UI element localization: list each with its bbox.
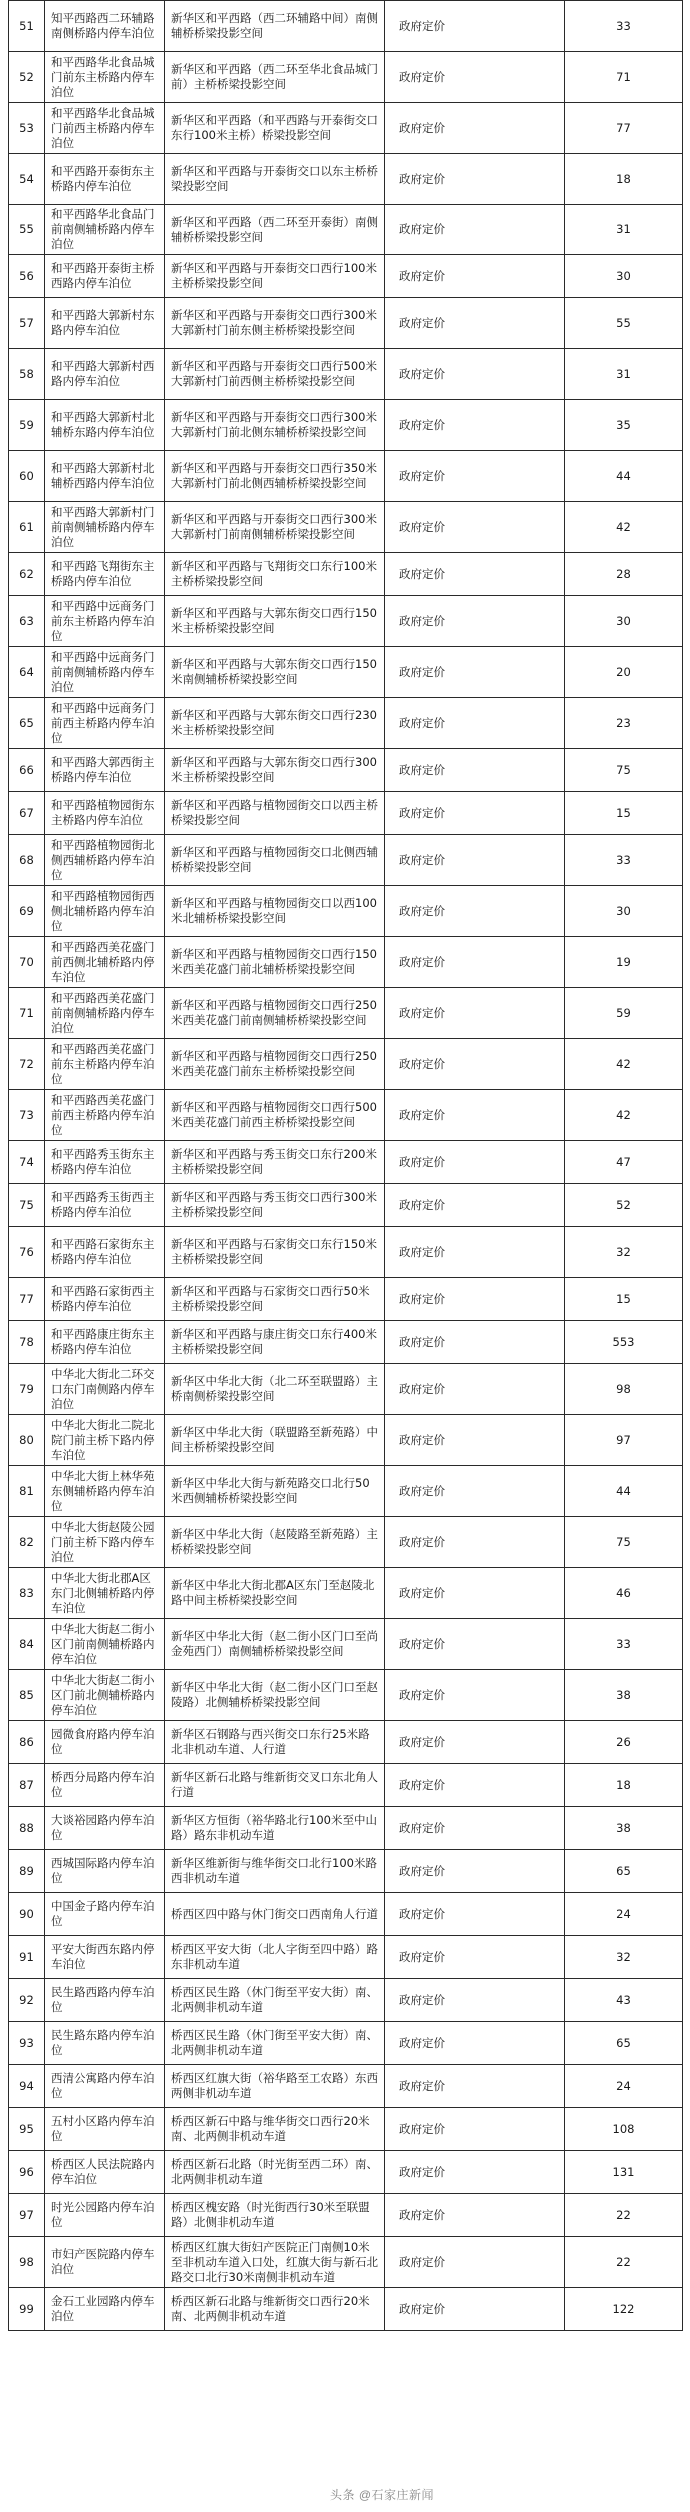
pricing-method-cell: 政府定价: [385, 1807, 565, 1850]
road-segment-cell: 和平西路西美花盛门前东主桥路内停车泊位: [45, 1039, 165, 1090]
row-number-cell: 92: [9, 1979, 45, 2022]
table-row: [9, 1764, 683, 1807]
row-number-cell: 89: [9, 1850, 45, 1893]
location-cell: 新华区和平西路与开泰街交口西行300米大郭新村门前东侧主桥桥梁投影空间: [165, 298, 385, 349]
road-segment-cell: 中华北大街上林华苑东侧辅桥路内停车泊位: [45, 1466, 165, 1517]
road-segment-cell: 和平西路大郭新村北辅桥西路内停车泊位: [45, 451, 165, 502]
road-segment-cell: 大谈裕园路内停车泊位: [45, 1807, 165, 1850]
location-cell: 新华区方恒街（裕华路北行100米至中山路）路东非机动车道: [165, 1807, 385, 1850]
pricing-method-cell: 政府定价: [385, 1936, 565, 1979]
pricing-method-cell: 政府定价: [385, 1466, 565, 1517]
table-row: [9, 1979, 683, 2022]
table-row: [9, 1517, 683, 1568]
pricing-method-cell: 政府定价: [385, 349, 565, 400]
spaces-count-cell: 553: [565, 1321, 683, 1364]
table-row: [9, 647, 683, 698]
table-row: [9, 400, 683, 451]
pricing-method-cell: 政府定价: [385, 792, 565, 835]
table-row: [9, 2108, 683, 2151]
location-cell: 新华区和平西路与康庄街交口东行400米主桥桥梁投影空间: [165, 1321, 385, 1364]
table-row: [9, 349, 683, 400]
road-segment-cell: 平安大街西东路内停车泊位: [45, 1936, 165, 1979]
spaces-count-cell: 44: [565, 451, 683, 502]
table-row: [9, 502, 683, 553]
road-segment-cell: 和平西路中远商务门前南侧辅桥路内停车泊位: [45, 647, 165, 698]
spaces-count-cell: 97: [565, 1415, 683, 1466]
road-segment-cell: 和平西路大郭新村北辅桥东路内停车泊位: [45, 400, 165, 451]
table-row: [9, 1670, 683, 1721]
location-cell: 新华区和平西路与植物园街交口北侧西辅桥桥梁投影空间: [165, 835, 385, 886]
row-number-cell: 62: [9, 553, 45, 596]
table-row: [9, 792, 683, 835]
pricing-method-cell: 政府定价: [385, 1893, 565, 1936]
location-cell: 新华区和平西路与石家街交口东行150米主桥桥梁投影空间: [165, 1227, 385, 1278]
location-cell: 新华区和平西路与开泰街交口西行100米主桥桥梁投影空间: [165, 255, 385, 298]
road-segment-cell: 民生路西路内停车泊位: [45, 1979, 165, 2022]
row-number-cell: 59: [9, 400, 45, 451]
pricing-method-cell: 政府定价: [385, 1979, 565, 2022]
pricing-method-cell: 政府定价: [385, 886, 565, 937]
table-row: [9, 553, 683, 596]
row-number-cell: 67: [9, 792, 45, 835]
pricing-method-cell: 政府定价: [385, 2237, 565, 2288]
table-row: [9, 2194, 683, 2237]
road-segment-cell: 和平西路中远商务门前东主桥路内停车泊位: [45, 596, 165, 647]
road-segment-cell: 和平西路西美花盛门前西侧北辅桥路内停车泊位: [45, 937, 165, 988]
table-row: [9, 1141, 683, 1184]
row-number-cell: 66: [9, 749, 45, 792]
location-cell: 新华区和平西路与植物园街交口以西主桥桥梁投影空间: [165, 792, 385, 835]
spaces-count-cell: 75: [565, 1517, 683, 1568]
row-number-cell: 64: [9, 647, 45, 698]
spaces-count-cell: 38: [565, 1807, 683, 1850]
row-number-cell: 98: [9, 2237, 45, 2288]
pricing-method-cell: 政府定价: [385, 2065, 565, 2108]
row-number-cell: 60: [9, 451, 45, 502]
pricing-method-cell: 政府定价: [385, 2108, 565, 2151]
table-row: [9, 2288, 683, 2331]
location-cell: 新华区中华北大街（北二环至联盟路）主桥南侧桥梁投影空间: [165, 1364, 385, 1415]
spaces-count-cell: 59: [565, 988, 683, 1039]
location-cell: 新华区和平西路与开泰街交口西行350米大郭新村门前北侧西辅桥桥梁投影空间: [165, 451, 385, 502]
pricing-method-cell: 政府定价: [385, 52, 565, 103]
location-cell: 桥西区红旗大街妇产医院正门南侧10米至非机动车道入口处，红旗大街与新石北路交口北行30米南侧非机动车道: [165, 2237, 385, 2288]
row-number-cell: 91: [9, 1936, 45, 1979]
road-segment-cell: 中华北大街北二环交口东门南侧路内停车泊位: [45, 1364, 165, 1415]
location-cell: 新华区新石北路与维新街交叉口东北角人行道: [165, 1764, 385, 1807]
road-segment-cell: 和平西路大郭西街主桥路内停车泊位: [45, 749, 165, 792]
location-cell: 新华区和平西路与大郭东街交口西行230米主桥桥梁投影空间: [165, 698, 385, 749]
pricing-method-cell: 政府定价: [385, 2151, 565, 2194]
table-row: [9, 2151, 683, 2194]
row-number-cell: 84: [9, 1619, 45, 1670]
table-row: [9, 2065, 683, 2108]
road-segment-cell: 和平西路华北食品城门前东主桥路内停车泊位: [45, 52, 165, 103]
road-segment-cell: 中华北大街北郡A区东门北侧辅桥路内停车泊位: [45, 1568, 165, 1619]
pricing-method-cell: 政府定价: [385, 1184, 565, 1227]
table-row: [9, 1090, 683, 1141]
location-cell: 新华区中华北大街（赵二街小区门口至赵陵路）北侧辅桥桥梁投影空间: [165, 1670, 385, 1721]
row-number-cell: 90: [9, 1893, 45, 1936]
table-row: [9, 886, 683, 937]
location-cell: 新华区和平西路与开泰街交口西行500米大郭新村门前西侧主桥桥梁投影空间: [165, 349, 385, 400]
table-row: [9, 1807, 683, 1850]
pricing-method-cell: 政府定价: [385, 698, 565, 749]
spaces-count-cell: 47: [565, 1141, 683, 1184]
row-number-cell: 55: [9, 205, 45, 255]
road-segment-cell: 中国金子路内停车泊位: [45, 1893, 165, 1936]
pricing-method-cell: 政府定价: [385, 835, 565, 886]
road-segment-cell: 和平西路华北食品城门前西主桥路内停车泊位: [45, 103, 165, 154]
location-cell: 新华区中华北大街（联盟路至新苑路）中间主桥桥梁投影空间: [165, 1415, 385, 1466]
spaces-count-cell: 38: [565, 1670, 683, 1721]
location-cell: 桥西区新石中路与维华街交口西行20米南、北两侧非机动车道: [165, 2108, 385, 2151]
table-row: [9, 1466, 683, 1517]
spaces-count-cell: 108: [565, 2108, 683, 2151]
road-segment-cell: 和平西路康庄街东主桥路内停车泊位: [45, 1321, 165, 1364]
table-row: [9, 937, 683, 988]
road-segment-cell: 五村小区路内停车泊位: [45, 2108, 165, 2151]
row-number-cell: 99: [9, 2288, 45, 2331]
row-number-cell: 94: [9, 2065, 45, 2108]
row-number-cell: 56: [9, 255, 45, 298]
road-segment-cell: 和平西路开泰街东主桥路内停车泊位: [45, 154, 165, 205]
row-number-cell: 72: [9, 1039, 45, 1090]
table-row: [9, 1568, 683, 1619]
location-cell: 新华区和平西路与开泰街交口西行300米大郭新村门前南侧辅桥桥梁投影空间: [165, 502, 385, 553]
row-number-cell: 95: [9, 2108, 45, 2151]
row-number-cell: 88: [9, 1807, 45, 1850]
pricing-method-cell: 政府定价: [385, 749, 565, 792]
location-cell: 新华区和平西路（西二环辅路中间）南侧辅桥桥梁投影空间: [165, 1, 385, 52]
table-row: [9, 1184, 683, 1227]
location-cell: 新华区和平西路（和平西路与开泰街交口东行100米主桥）桥梁投影空间: [165, 103, 385, 154]
row-number-cell: 53: [9, 103, 45, 154]
table-row: [9, 52, 683, 103]
row-number-cell: 86: [9, 1721, 45, 1764]
pricing-method-cell: 政府定价: [385, 1090, 565, 1141]
pricing-method-cell: 政府定价: [385, 154, 565, 205]
table-body: [9, 1, 683, 2331]
road-segment-cell: 时光公园路内停车泊位: [45, 2194, 165, 2237]
location-cell: 桥西区红旗大街（裕华路至工农路）东西两侧非机动车道: [165, 2065, 385, 2108]
road-segment-cell: 和平西路植物园街西侧北辅桥路内停车泊位: [45, 886, 165, 937]
spaces-count-cell: 23: [565, 698, 683, 749]
row-number-cell: 70: [9, 937, 45, 988]
pricing-method-cell: 政府定价: [385, 647, 565, 698]
road-segment-cell: 中华北大街赵二街小区门前北侧辅桥路内停车泊位: [45, 1670, 165, 1721]
row-number-cell: 54: [9, 154, 45, 205]
spaces-count-cell: 55: [565, 298, 683, 349]
pricing-method-cell: 政府定价: [385, 2022, 565, 2065]
road-segment-cell: 中华北大街北二院北院门前主桥下路内停车泊位: [45, 1415, 165, 1466]
pricing-method-cell: 政府定价: [385, 451, 565, 502]
table-row: [9, 103, 683, 154]
location-cell: 新华区和平西路与大郭东街交口西行150米南侧辅桥桥梁投影空间: [165, 647, 385, 698]
pricing-method-cell: 政府定价: [385, 255, 565, 298]
road-segment-cell: 和平西路西美花盛门前南侧辅桥路内停车泊位: [45, 988, 165, 1039]
spaces-count-cell: 52: [565, 1184, 683, 1227]
location-cell: 新华区维新街与维华街交口北行100米路西非机动车道: [165, 1850, 385, 1893]
row-number-cell: 82: [9, 1517, 45, 1568]
row-number-cell: 51: [9, 1, 45, 52]
pricing-method-cell: 政府定价: [385, 502, 565, 553]
road-segment-cell: 民生路东路内停车泊位: [45, 2022, 165, 2065]
row-number-cell: 76: [9, 1227, 45, 1278]
table-row: [9, 1364, 683, 1415]
spaces-count-cell: 65: [565, 2022, 683, 2065]
spaces-count-cell: 98: [565, 1364, 683, 1415]
spaces-count-cell: 32: [565, 1936, 683, 1979]
table-row: [9, 1721, 683, 1764]
table-row: [9, 154, 683, 205]
spaces-count-cell: 71: [565, 52, 683, 103]
road-segment-cell: 和平西路石家街西主桥路内停车泊位: [45, 1278, 165, 1321]
row-number-cell: 69: [9, 886, 45, 937]
road-segment-cell: 园微食府路内停车泊位: [45, 1721, 165, 1764]
pricing-method-cell: 政府定价: [385, 1670, 565, 1721]
spaces-count-cell: 42: [565, 1039, 683, 1090]
pricing-method-cell: 政府定价: [385, 1039, 565, 1090]
table-row: [9, 835, 683, 886]
spaces-count-cell: 32: [565, 1227, 683, 1278]
spaces-count-cell: 42: [565, 1090, 683, 1141]
road-segment-cell: 知平西路西二环辅路南侧桥路内停车泊位: [45, 1, 165, 52]
pricing-method-cell: 政府定价: [385, 1227, 565, 1278]
spaces-count-cell: 22: [565, 2237, 683, 2288]
spaces-count-cell: 26: [565, 1721, 683, 1764]
row-number-cell: 81: [9, 1466, 45, 1517]
spaces-count-cell: 19: [565, 937, 683, 988]
location-cell: 新华区和平西路（西二环至华北食品城门前）主桥桥梁投影空间: [165, 52, 385, 103]
spaces-count-cell: 122: [565, 2288, 683, 2331]
spaces-count-cell: 22: [565, 2194, 683, 2237]
row-number-cell: 57: [9, 298, 45, 349]
road-segment-cell: 和平西路大郭新村西路内停车泊位: [45, 349, 165, 400]
location-cell: 桥西区新石北路（时光街至西二环）南、北两侧非机动车道: [165, 2151, 385, 2194]
row-number-cell: 85: [9, 1670, 45, 1721]
row-number-cell: 96: [9, 2151, 45, 2194]
table-row: [9, 1619, 683, 1670]
spaces-count-cell: 46: [565, 1568, 683, 1619]
location-cell: 新华区和平西路与秀玉街交口东行200米主桥桥梁投影空间: [165, 1141, 385, 1184]
road-segment-cell: 和平西路大郭新村东路内停车泊位: [45, 298, 165, 349]
table-row: [9, 1893, 683, 1936]
pricing-method-cell: 政府定价: [385, 2194, 565, 2237]
road-segment-cell: 和平西路秀玉街西主桥路内停车泊位: [45, 1184, 165, 1227]
row-number-cell: 58: [9, 349, 45, 400]
location-cell: 新华区和平西路与植物园街交口以西100米北辅桥桥梁投影空间: [165, 886, 385, 937]
road-segment-cell: 西清公寓路内停车泊位: [45, 2065, 165, 2108]
location-cell: 新华区石钢路与西兴街交口东行25米路北非机动车道、人行道: [165, 1721, 385, 1764]
row-number-cell: 87: [9, 1764, 45, 1807]
table-row: [9, 1039, 683, 1090]
pricing-method-cell: 政府定价: [385, 103, 565, 154]
table-row: [9, 596, 683, 647]
location-cell: 桥西区四中路与休门街交口西南角人行道: [165, 1893, 385, 1936]
pricing-method-cell: 政府定价: [385, 298, 565, 349]
spaces-count-cell: 44: [565, 1466, 683, 1517]
row-number-cell: 61: [9, 502, 45, 553]
table-row: [9, 1415, 683, 1466]
pricing-method-cell: 政府定价: [385, 988, 565, 1039]
spaces-count-cell: 77: [565, 103, 683, 154]
spaces-count-cell: 31: [565, 349, 683, 400]
pricing-method-cell: 政府定价: [385, 400, 565, 451]
location-cell: 新华区和平西路与植物园街交口西行250米西美花盛门前南侧辅桥桥梁投影空间: [165, 988, 385, 1039]
location-cell: 新华区和平西路与植物园街交口西行500米西美花盛门前西主桥桥梁投影空间: [165, 1090, 385, 1141]
table-row: [9, 451, 683, 502]
pricing-method-cell: 政府定价: [385, 205, 565, 255]
spaces-count-cell: 15: [565, 1278, 683, 1321]
row-number-cell: 74: [9, 1141, 45, 1184]
road-segment-cell: 和平西路石家街东主桥路内停车泊位: [45, 1227, 165, 1278]
row-number-cell: 65: [9, 698, 45, 749]
spaces-count-cell: 30: [565, 255, 683, 298]
spaces-count-cell: 33: [565, 1619, 683, 1670]
row-number-cell: 52: [9, 52, 45, 103]
spaces-count-cell: 131: [565, 2151, 683, 2194]
pricing-method-cell: 政府定价: [385, 1321, 565, 1364]
location-cell: 新华区和平西路与植物园街交口西行250米西美花盛门前东主桥桥梁投影空间: [165, 1039, 385, 1090]
location-cell: 新华区和平西路与开泰街交口西行300米大郭新村门前北侧东辅桥桥梁投影空间: [165, 400, 385, 451]
table-row: [9, 1278, 683, 1321]
table-row: [9, 1850, 683, 1893]
location-cell: 桥西区民生路（休门街至平安大街）南、北两侧非机动车道: [165, 2022, 385, 2065]
table-row: [9, 2022, 683, 2065]
spaces-count-cell: 33: [565, 1, 683, 52]
pricing-method-cell: 政府定价: [385, 937, 565, 988]
table-row: [9, 1, 683, 52]
row-number-cell: 77: [9, 1278, 45, 1321]
pricing-method-cell: 政府定价: [385, 596, 565, 647]
table-row: [9, 205, 683, 255]
row-number-cell: 79: [9, 1364, 45, 1415]
pricing-method-cell: 政府定价: [385, 1568, 565, 1619]
road-segment-cell: 中华北大街赵二街小区门前南侧辅桥路内停车泊位: [45, 1619, 165, 1670]
road-segment-cell: 和平西路华北食品门前南侧辅桥路内停车泊位: [45, 205, 165, 255]
row-number-cell: 97: [9, 2194, 45, 2237]
spaces-count-cell: 24: [565, 1893, 683, 1936]
road-segment-cell: 市妇产医院路内停车泊位: [45, 2237, 165, 2288]
pricing-method-cell: 政府定价: [385, 1, 565, 52]
location-cell: 桥西区平安大街（北人字街至四中路）路东非机动车道: [165, 1936, 385, 1979]
pricing-method-cell: 政府定价: [385, 1517, 565, 1568]
location-cell: 新华区中华北大街（赵二街小区门口至尚金苑西门）南侧辅桥桥梁投影空间: [165, 1619, 385, 1670]
location-cell: 桥西区民生路（休门街至平安大街）南、北两侧非机动车道: [165, 1979, 385, 2022]
pricing-method-cell: 政府定价: [385, 1721, 565, 1764]
spaces-count-cell: 75: [565, 749, 683, 792]
road-segment-cell: 桥西分局路内停车泊位: [45, 1764, 165, 1807]
spaces-count-cell: 28: [565, 553, 683, 596]
row-number-cell: 63: [9, 596, 45, 647]
road-segment-cell: 和平西路秀玉街东主桥路内停车泊位: [45, 1141, 165, 1184]
location-cell: 新华区和平西路与石家街交口西行50米主桥桥梁投影空间: [165, 1278, 385, 1321]
road-segment-cell: 桥西区人民法院路内停车泊位: [45, 2151, 165, 2194]
road-segment-cell: 西城国际路内停车泊位: [45, 1850, 165, 1893]
parking-spaces-table: [8, 0, 683, 2331]
row-number-cell: 83: [9, 1568, 45, 1619]
location-cell: 新华区和平西路与秀玉街交口西行300米主桥桥梁投影空间: [165, 1184, 385, 1227]
location-cell: 新华区和平西路与大郭东街交口西行300米主桥桥梁投影空间: [165, 749, 385, 792]
pricing-method-cell: 政府定价: [385, 2288, 565, 2331]
pricing-method-cell: 政府定价: [385, 1619, 565, 1670]
row-number-cell: 71: [9, 988, 45, 1039]
spaces-count-cell: 18: [565, 1764, 683, 1807]
table-row: [9, 2237, 683, 2288]
spaces-count-cell: 33: [565, 835, 683, 886]
location-cell: 新华区中华北大街北郡A区东门至赵陵北路中间主桥桥梁投影空间: [165, 1568, 385, 1619]
row-number-cell: 68: [9, 835, 45, 886]
pricing-method-cell: 政府定价: [385, 1415, 565, 1466]
road-segment-cell: 金石工业园路内停车泊位: [45, 2288, 165, 2331]
source-watermark: 头条 @石家庄新闻: [330, 2488, 435, 2502]
road-segment-cell: 和平西路大郭新村门前南侧辅桥路内停车泊位: [45, 502, 165, 553]
table-row: [9, 1936, 683, 1979]
spaces-count-cell: 43: [565, 1979, 683, 2022]
table-row: [9, 1321, 683, 1364]
row-number-cell: 93: [9, 2022, 45, 2065]
spaces-count-cell: 30: [565, 886, 683, 937]
spaces-count-cell: 30: [565, 596, 683, 647]
location-cell: 新华区中华北大街（赵陵路至新苑路）主桥桥梁投影空间: [165, 1517, 385, 1568]
location-cell: 桥西区槐安路（时光街西行30米至联盟路）北侧非机动车道: [165, 2194, 385, 2237]
location-cell: 新华区和平西路与飞翔街交口东行100米主桥桥梁投影空间: [165, 553, 385, 596]
location-cell: 新华区中华北大街与新苑路交口北行50米西侧辅桥桥梁投影空间: [165, 1466, 385, 1517]
location-cell: 新华区和平西路与开泰街交口以东主桥桥梁投影空间: [165, 154, 385, 205]
row-number-cell: 73: [9, 1090, 45, 1141]
table-row: [9, 1227, 683, 1278]
pricing-method-cell: 政府定价: [385, 1364, 565, 1415]
pricing-method-cell: 政府定价: [385, 1764, 565, 1807]
road-segment-cell: 和平西路西美花盛门前西主桥路内停车泊位: [45, 1090, 165, 1141]
pricing-method-cell: 政府定价: [385, 1278, 565, 1321]
table-row: [9, 988, 683, 1039]
location-cell: 新华区和平西路与大郭东街交口西行150米主桥桥梁投影空间: [165, 596, 385, 647]
road-segment-cell: 和平西路中远商务门前西主桥路内停车泊位: [45, 698, 165, 749]
table-row: [9, 298, 683, 349]
location-cell: 新华区和平西路与植物园街交口西行150米西美花盛门前北辅桥桥梁投影空间: [165, 937, 385, 988]
spaces-count-cell: 18: [565, 154, 683, 205]
pricing-method-cell: 政府定价: [385, 1141, 565, 1184]
spaces-count-cell: 35: [565, 400, 683, 451]
road-segment-cell: 和平西路飞翔街东主桥路内停车泊位: [45, 553, 165, 596]
spaces-count-cell: 15: [565, 792, 683, 835]
pricing-method-cell: 政府定价: [385, 1850, 565, 1893]
road-segment-cell: 和平西路开泰街主桥西路内停车泊位: [45, 255, 165, 298]
spaces-count-cell: 42: [565, 502, 683, 553]
road-segment-cell: 和平西路植物园街北侧西辅桥路内停车泊位: [45, 835, 165, 886]
spaces-count-cell: 31: [565, 205, 683, 255]
road-segment-cell: 和平西路植物园街东主桥路内停车泊位: [45, 792, 165, 835]
location-cell: 桥西区新石北路与维新街交口西行20米南、北两侧非机动车道: [165, 2288, 385, 2331]
spaces-count-cell: 20: [565, 647, 683, 698]
table-row: [9, 255, 683, 298]
table-row: [9, 698, 683, 749]
location-cell: 新华区和平西路（西二环至开泰街）南侧辅桥桥梁投影空间: [165, 205, 385, 255]
pricing-method-cell: 政府定价: [385, 553, 565, 596]
spaces-count-cell: 65: [565, 1850, 683, 1893]
table-row: [9, 749, 683, 792]
spaces-count-cell: 24: [565, 2065, 683, 2108]
row-number-cell: 75: [9, 1184, 45, 1227]
road-segment-cell: 中华北大街赵陵公园门前主桥下路内停车泊位: [45, 1517, 165, 1568]
row-number-cell: 80: [9, 1415, 45, 1466]
row-number-cell: 78: [9, 1321, 45, 1364]
